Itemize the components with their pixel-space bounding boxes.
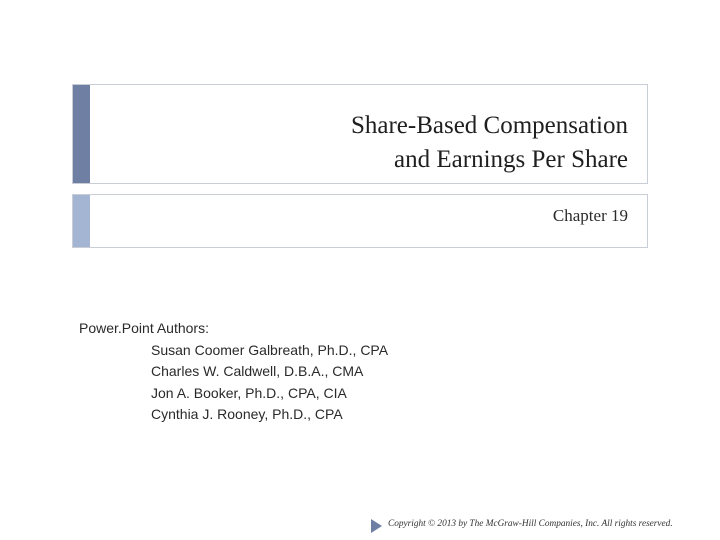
subtitle-accent-bar [73,195,90,247]
slide-title [351,109,628,177]
subtitle-box [72,194,648,248]
play-triangle-icon [371,519,382,533]
title-line-2: and Earnings Per Share [394,146,628,173]
authors-heading: Power.Point Authors: [79,320,209,336]
author-name: Susan Coomer Galbreath, Ph.D., CPA [151,341,389,358]
title-box [72,84,648,184]
title-line-1: Share-Based Compensation [350,112,628,139]
copyright-text: Copyright © 2013 by The McGraw-Hill Companies, Inc. All rights reserved. [388,519,673,529]
author-name: Cynthia J. Rooney, Ph.D., CPA [151,406,343,422]
title-accent-bar [73,85,90,183]
author-name: Jon A. Booker, Ph.D., CPA, CIA [151,384,347,401]
chapter-label: Chapter 19 [552,206,628,225]
author-name: Charles W. Caldwell, D.B.A., CMA [151,363,364,379]
authors-block [79,318,388,426]
